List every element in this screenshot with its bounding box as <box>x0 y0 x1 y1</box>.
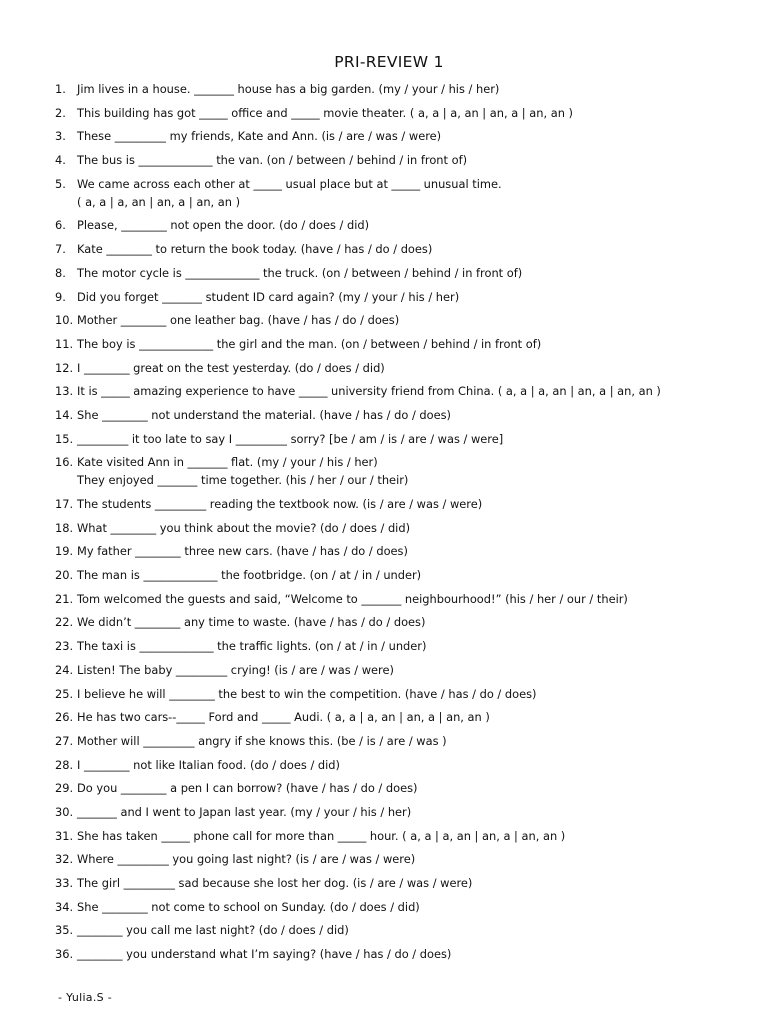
question-item <box>55 453 755 489</box>
question-body <box>77 175 502 211</box>
question-item <box>55 637 755 655</box>
question-body <box>77 335 541 353</box>
question-text: Do you ________ a pen I can borrow? (have / has / do / does) <box>77 781 418 796</box>
question-item <box>55 430 755 448</box>
question-text: The man is _____________ the footbridge. (on / at / in / under) <box>77 568 422 583</box>
question-text: What ________ you think about the movie? (do / does / did) <box>77 520 411 535</box>
question-item <box>55 80 755 98</box>
question-text: Did you forget _______ student ID card again? (my / your / his / her) <box>77 289 460 304</box>
question-number: 14. <box>55 407 74 422</box>
question-number: 23. <box>55 639 74 654</box>
question-body <box>77 406 451 424</box>
question-text: She ________ not come to school on Sunday. (do / does / did) <box>77 899 420 914</box>
question-body <box>77 803 411 821</box>
question-body <box>77 80 499 98</box>
question-body <box>77 566 421 584</box>
question-number: 5. <box>55 176 66 191</box>
question-number: 6. <box>55 218 66 233</box>
question-number: 17. <box>55 497 74 511</box>
question-number: 4. <box>55 153 66 168</box>
question-text: Mother will _________ angry if she knows this. (be / is / are / was ) <box>77 733 447 748</box>
question-text: The students _________ reading the textbook now. (is / are / was / were) <box>77 497 483 511</box>
question-item <box>55 779 755 797</box>
question-text: She has taken _____ phone call for more than _____ hour. ( a, a | a, an | an, a | an, an ) <box>77 828 566 843</box>
question-number: 8. <box>55 265 66 280</box>
question-text: Jim lives in a house. _______ house has a big garden. (my / your / his / her) <box>77 82 500 96</box>
question-item <box>55 519 755 537</box>
question-body <box>77 850 415 868</box>
question-body <box>77 637 426 655</box>
question-item <box>55 566 755 584</box>
question-text: She ________ not understand the material. (have / has / do / does) <box>77 407 451 422</box>
question-item <box>55 127 755 145</box>
question-number: 12. <box>55 360 74 375</box>
question-number: 24. <box>55 662 74 677</box>
question-body <box>77 874 472 892</box>
question-body <box>77 921 349 939</box>
question-body <box>77 382 661 400</box>
question-number: 21. <box>55 591 74 606</box>
question-text: This building has got _____ office and _____ movie theater. ( a, a | a, an | an, a | an, an ) <box>77 105 573 120</box>
author-footer: - Yulia.S - <box>58 991 112 1004</box>
question-number: 26. <box>55 710 74 725</box>
question-body <box>77 519 410 537</box>
question-body <box>77 495 482 513</box>
question-body <box>77 661 394 679</box>
question-body <box>77 827 565 845</box>
question-item <box>55 382 755 400</box>
question-item <box>55 898 755 916</box>
question-item <box>55 732 755 750</box>
question-text: They enjoyed _______ time together. (his / her / our / their) <box>77 473 409 488</box>
question-item <box>55 708 755 726</box>
question-item <box>55 874 755 892</box>
question-text: ________ you call me last night? (do / does / did) <box>77 923 349 938</box>
question-text: ________ you understand what I’m saying? (have / has / do / does) <box>77 947 452 962</box>
question-number: 27. <box>55 733 74 748</box>
question-number: 25. <box>55 686 74 701</box>
question-text: The boy is _____________ the girl and the man. (on / between / behind / in front of) <box>77 336 542 351</box>
question-number: 35. <box>55 923 74 938</box>
question-item <box>55 264 755 282</box>
question-number: 15. <box>55 431 74 446</box>
question-item <box>55 850 755 868</box>
question-number: 18. <box>55 520 74 535</box>
question-item <box>55 311 755 329</box>
question-text: The taxi is _____________ the traffic lights. (on / at / in / under) <box>77 639 427 654</box>
question-item <box>55 359 755 377</box>
question-body <box>77 708 490 726</box>
question-number: 29. <box>55 781 74 796</box>
question-number: 11. <box>55 336 74 351</box>
question-text: The bus is _____________ the van. (on / between / behind / in front of) <box>77 153 468 168</box>
question-text: We didn’t ________ any time to waste. (have / has / do / does) <box>77 615 426 630</box>
question-body <box>77 945 451 963</box>
question-body <box>77 685 536 703</box>
question-item <box>55 756 755 774</box>
question-body <box>77 264 522 282</box>
question-number: 19. <box>55 544 74 559</box>
question-number: 32. <box>55 852 74 867</box>
question-number: 28. <box>55 757 74 772</box>
question-body <box>77 216 369 234</box>
question-body <box>77 288 459 306</box>
question-text: I ________ great on the test yesterday. (do / does / did) <box>77 360 385 375</box>
question-item <box>55 151 755 169</box>
question-text: It is _____ amazing experience to have _____ university friend from China. ( a, a | a, an | an, a | an, an ) <box>77 384 661 399</box>
question-body <box>77 359 385 377</box>
question-number: 33. <box>55 876 74 890</box>
question-text: Please, ________ not open the door. (do / does / did) <box>77 218 370 233</box>
question-item <box>55 104 755 122</box>
question-number: 2. <box>55 105 66 120</box>
question-item <box>55 921 755 939</box>
question-text: We came across each other at _____ usual place but at _____ unusual time. <box>77 176 502 191</box>
question-item <box>55 613 755 631</box>
question-text: _________ it too late to say I _________ sorry? [be / am / is / are / was / were] <box>77 431 504 446</box>
question-item <box>55 661 755 679</box>
question-number: 31. <box>55 828 74 843</box>
question-text: He has two cars--_____ Ford and _____ Audi. ( a, a | a, an | an, a | an, an ) <box>77 710 490 725</box>
question-body <box>77 127 441 145</box>
question-text: ( a, a | a, an | an, a | an, an ) <box>77 194 241 209</box>
question-item <box>55 542 755 560</box>
question-text: Listen! The baby _________ crying! (is / are / was / were) <box>77 662 394 677</box>
question-body <box>77 732 447 750</box>
question-number: 30. <box>55 804 74 819</box>
question-text: The motor cycle is _____________ the truck. (on / between / behind / in front of) <box>77 265 523 280</box>
question-text: These _________ my friends, Kate and Ann. (is / are / was / were) <box>77 129 442 144</box>
question-body <box>77 104 573 122</box>
question-item <box>55 495 755 513</box>
question-item <box>55 590 755 608</box>
question-number: 36. <box>55 947 74 962</box>
question-item <box>55 335 755 353</box>
question-item <box>55 240 755 258</box>
page-title: PRI-REVIEW 1 <box>334 53 444 71</box>
question-number: 34. <box>55 899 74 914</box>
question-text: Kate visited Ann in _______ flat. (my / your / his / her) <box>77 455 378 470</box>
question-number: 7. <box>55 242 66 257</box>
question-number: 22. <box>55 615 74 630</box>
question-number: 13. <box>55 384 74 399</box>
question-body <box>77 898 420 916</box>
question-body <box>77 240 432 258</box>
question-text: Tom welcomed the guests and said, “Welcome to _______ neighbourhood!” (his / her / our / their) <box>77 591 628 606</box>
question-body <box>77 779 417 797</box>
question-number: 9. <box>55 289 66 304</box>
question-body <box>77 151 467 169</box>
question-item <box>55 945 755 963</box>
question-text: I believe he will ________ the best to win the competition. (have / has / do / does) <box>77 686 537 701</box>
question-body <box>77 430 503 448</box>
question-item <box>55 803 755 821</box>
question-item <box>55 406 755 424</box>
question-text: My father ________ three new cars. (have / has / do / does) <box>77 544 408 559</box>
question-item <box>55 827 755 845</box>
question-text: _______ and I went to Japan last year. (my / your / his / her) <box>77 804 412 819</box>
question-number: 1. <box>55 82 66 96</box>
question-text: I ________ not like Italian food. (do / does / did) <box>77 757 340 772</box>
question-number: 16. <box>55 455 74 470</box>
question-item <box>55 175 755 211</box>
question-item <box>55 685 755 703</box>
question-item <box>55 288 755 306</box>
question-text: Kate ________ to return the book today. (have / has / do / does) <box>77 242 433 257</box>
question-number: 10. <box>55 313 74 328</box>
question-list <box>55 80 755 969</box>
question-item <box>55 216 755 234</box>
question-body <box>77 542 408 560</box>
question-body <box>77 756 340 774</box>
question-text: The girl _________ sad because she lost her dog. (is / are / was / were) <box>77 876 473 890</box>
question-body <box>77 613 425 631</box>
question-body <box>77 453 408 489</box>
question-text: Mother ________ one leather bag. (have / has / do / does) <box>77 313 400 328</box>
question-body <box>77 311 399 329</box>
question-number: 3. <box>55 129 66 144</box>
question-text: Where _________ you going last night? (is / are / was / were) <box>77 852 416 867</box>
question-body <box>77 590 628 608</box>
question-number: 20. <box>55 568 74 583</box>
